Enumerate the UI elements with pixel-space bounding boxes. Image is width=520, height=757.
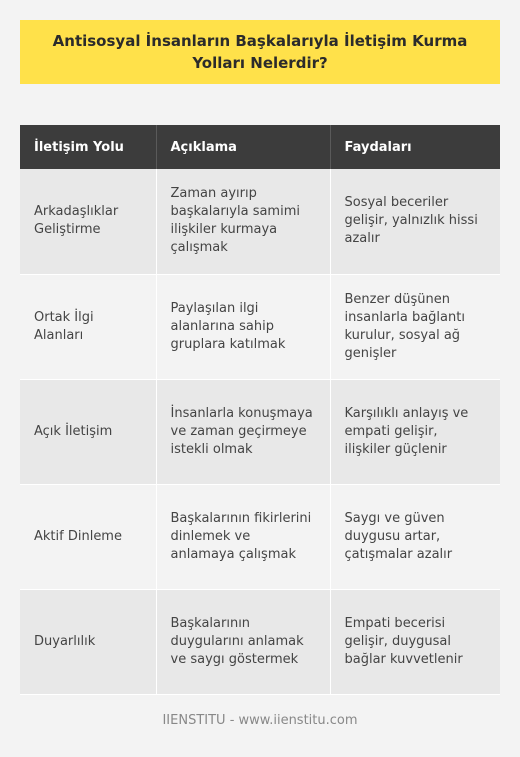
communication-table [20, 125, 500, 695]
benefits-cell: Sosyal beceriler gelişir, yalnızlık hissi azalır [330, 169, 500, 274]
table-row [20, 589, 500, 694]
page-title: Antisosyal İnsanların Başkalarıyla İletişim Kurma Yolları Nelerdir? [52, 32, 468, 72]
column-header-method: İletişim Yolu [20, 125, 156, 169]
method-cell: Arkadaşlıklar Geliştirme [20, 169, 156, 274]
description-cell: Başkalarının fikirlerini dinlemek ve anlamaya çalışmak [156, 484, 330, 589]
column-header-benefits: Faydaları [330, 125, 500, 169]
benefits-cell: Benzer düşünen insanlarla bağlantı kurulur, sosyal ağ genişler [330, 274, 500, 379]
method-cell: Açık İletişim [20, 379, 156, 484]
description-cell: Zaman ayırıp başkalarıyla samimi ilişkiler kurmaya çalışmak [156, 169, 330, 274]
method-cell: Aktif Dinleme [20, 484, 156, 589]
benefits-cell: Karşılıklı anlayış ve empati gelişir, ilişkiler güçlenir [330, 379, 500, 484]
title-banner [20, 20, 500, 84]
benefits-cell: Saygı ve güven duygusu artar, çatışmalar azalır [330, 484, 500, 589]
footer-credit: IIENSTITU - www.iienstitu.com [162, 713, 358, 728]
description-cell: Paylaşılan ilgi alanlarına sahip gruplara katılmak [156, 274, 330, 379]
column-header-description: Açıklama [156, 125, 330, 169]
description-cell: İnsanlarla konuşmaya ve zaman geçirmeye istekli olmak [156, 379, 330, 484]
method-cell: Duyarlılık [20, 589, 156, 694]
table-row [20, 169, 500, 274]
table-header-row [20, 125, 500, 169]
table-row [20, 484, 500, 589]
description-cell: Başkalarının duygularını anlamak ve saygı göstermek [156, 589, 330, 694]
table-row [20, 274, 500, 379]
method-cell: Ortak İlgi Alanları [20, 274, 156, 379]
benefits-cell: Empati becerisi gelişir, duygusal bağlar kuvvetlenir [330, 589, 500, 694]
table-row [20, 379, 500, 484]
